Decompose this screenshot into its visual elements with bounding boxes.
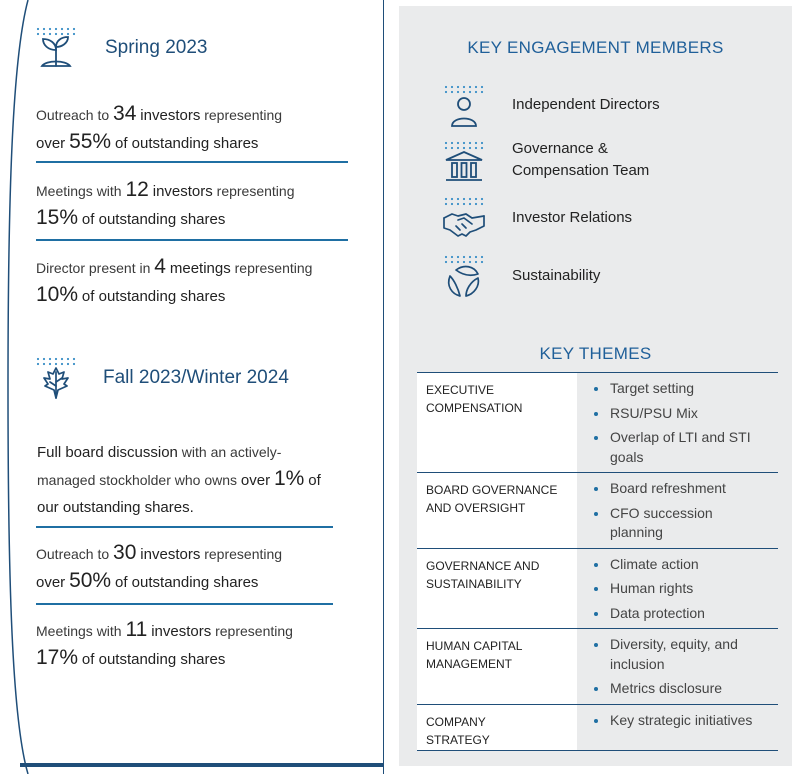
person-icon	[442, 84, 486, 128]
list-item: Diversity, equity, and inclusion	[594, 635, 778, 674]
list-item: Climate action	[594, 555, 778, 575]
list-item: Human rights	[594, 579, 778, 599]
divider	[36, 526, 333, 528]
list-item: RSU/PSU Mix	[594, 404, 778, 424]
fall-stat-1: Outreach to 30 investors representing over 50% of outstanding shares	[36, 541, 283, 592]
building-icon	[442, 140, 486, 184]
themes-title: KEY THEMES	[539, 344, 652, 363]
fall-stat-2: Meetings with 11 investors representing 17% of outstanding shares	[36, 618, 293, 669]
spring-stat-2: Meetings with 12 investors representing 15% of outstanding shares	[36, 178, 295, 229]
theme-items	[577, 473, 778, 549]
theme-category: EXECUTIVE COMPENSATION	[417, 373, 577, 473]
table-row	[417, 629, 778, 705]
member-sustainability	[442, 254, 601, 298]
list-item: CFO succession planning	[594, 504, 778, 543]
divider	[36, 603, 333, 605]
fall-header	[34, 356, 289, 400]
member-independent-directors	[442, 84, 660, 128]
theme-category: HUMAN CAPITAL MANAGEMENT	[417, 629, 577, 705]
theme-category: BOARD GOVERNANCE AND OVERSIGHT	[417, 473, 577, 549]
fall-title: Fall 2023/Winter 2024	[103, 367, 289, 388]
members-title: KEY ENGAGEMENT MEMBERS	[467, 38, 724, 57]
list-item: Board refreshment	[594, 479, 778, 499]
maple-leaf-icon	[34, 356, 78, 400]
table-row	[417, 548, 778, 629]
spring-stat-3: Director present in 4 meetings representing 10% of outstanding shares	[36, 255, 313, 306]
list-item: Overlap of LTI and STI goals	[594, 428, 778, 467]
table-row	[417, 373, 778, 473]
list-item: Data protection	[594, 604, 778, 624]
divider	[36, 161, 348, 163]
table-row	[417, 704, 778, 750]
theme-items	[577, 629, 778, 705]
spring-header	[34, 26, 207, 70]
theme-items	[577, 548, 778, 629]
member-label: Investor Relations	[512, 209, 633, 226]
member-governance-compensation	[442, 140, 650, 184]
divider	[36, 239, 348, 241]
themes-table	[417, 372, 778, 751]
list-item: Target setting	[594, 379, 778, 399]
recycle-leaf-icon	[442, 254, 486, 298]
handshake-icon	[442, 196, 486, 240]
theme-items	[577, 373, 778, 473]
table-row	[417, 473, 778, 549]
fall-board-discussion: Full board discussion with an actively- managed stockholder who owns over 1% of our outstanding shares.	[37, 444, 321, 516]
member-label: Sustainability	[512, 267, 601, 284]
member-investor-relations	[442, 196, 633, 240]
list-item: Key strategic initiatives	[594, 711, 778, 731]
list-item: Metrics disclosure	[594, 679, 778, 699]
sprout-icon	[34, 26, 78, 70]
theme-category: COMPANY STRATEGY	[417, 704, 577, 750]
spring-stat-1: Outreach to 34 investors representing over 55% of outstanding shares	[36, 102, 283, 153]
member-label: Governance & Compensation Team	[512, 140, 650, 179]
member-label: Independent Directors	[512, 96, 660, 113]
theme-items	[577, 704, 778, 750]
left-bottom-bar	[20, 763, 384, 767]
spring-title: Spring 2023	[105, 37, 208, 58]
left-border-curve	[0, 0, 30, 774]
theme-category: GOVERNANCE AND SUSTAINABILITY	[417, 548, 577, 629]
